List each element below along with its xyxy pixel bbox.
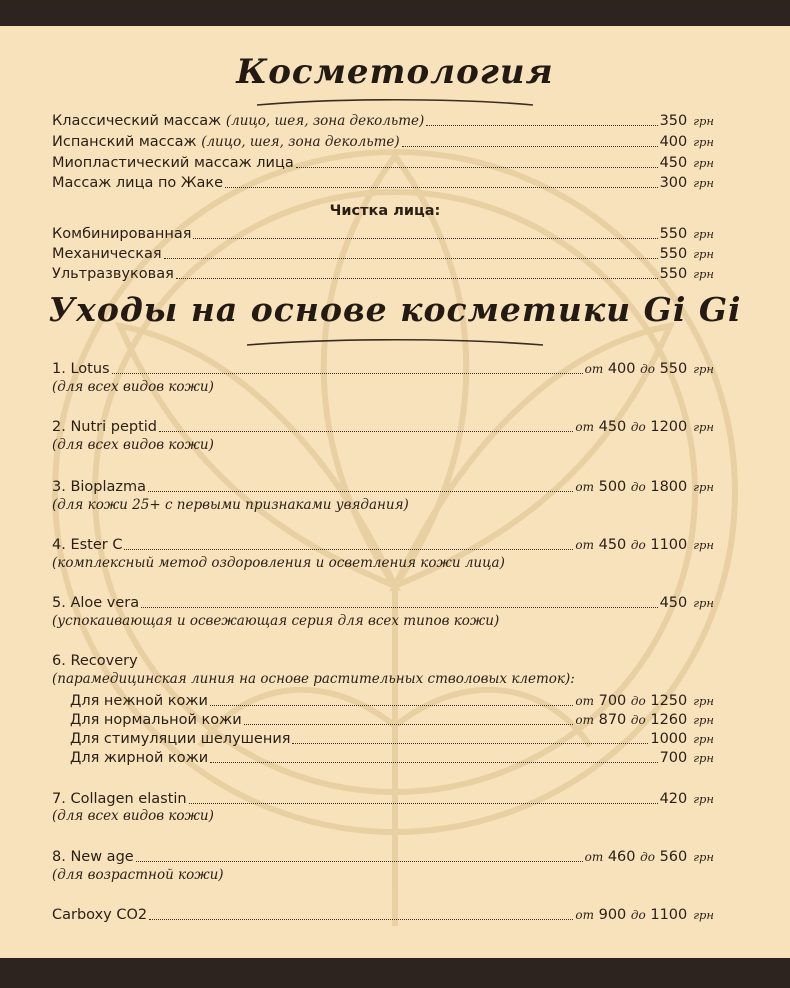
service-row: [52, 534, 714, 554]
service-note: (для всех видов кожи): [52, 379, 214, 395]
service-row: [52, 476, 714, 496]
service-subrow: [70, 747, 714, 767]
service-note: (для всех видов кожи): [52, 808, 214, 824]
leader-dots: [136, 860, 583, 862]
service-name: 5. Aloe vera: [52, 595, 140, 611]
service-subrow: [70, 709, 714, 729]
gigi-title: Уходы на основе косметики Gi Gi: [48, 290, 742, 329]
service-price: 550 грн: [659, 246, 714, 262]
service-row: [52, 904, 714, 924]
service-name: Механическая: [52, 246, 162, 262]
service-subrow: [70, 690, 714, 710]
service-row: [52, 131, 714, 151]
service-note: (для кожи 25+ с первыми признаками увядания): [52, 497, 409, 513]
service-row: [52, 788, 714, 808]
service-price: 300 грн: [659, 175, 714, 191]
service-row: [52, 243, 714, 263]
service-price: 1000 грн: [650, 731, 714, 747]
cosmetology-title: Косметология: [236, 52, 554, 92]
service-row: [52, 592, 714, 612]
service-note: (для всех видов кожи): [52, 437, 214, 453]
service-price: от 400 до 550 грн: [584, 361, 714, 377]
service-name: Ультразвуковая: [52, 266, 174, 282]
service-name: 2. Nutri peptid: [52, 419, 158, 435]
service-row: [52, 358, 714, 378]
title-swash: [255, 96, 535, 110]
leader-dots: [244, 723, 574, 725]
service-price: от 460 до 560 грн: [584, 849, 714, 865]
leader-dots: [210, 761, 657, 763]
service-name: 4. Ester C: [52, 537, 123, 553]
service-name: Массаж лица по Жаке: [52, 175, 224, 191]
service-row: [52, 846, 714, 866]
service-price: 350 грн: [659, 113, 714, 129]
service-row: [52, 223, 714, 243]
leader-dots: [149, 918, 573, 920]
service-row: [52, 172, 714, 192]
service-row: [52, 416, 714, 436]
service-price: от 450 до 1100 грн: [575, 537, 714, 553]
service-price: от 870 до 1260 грн: [575, 712, 714, 728]
service-note: (парамедицинская линия на основе растительных стволовых клеток):: [52, 671, 575, 687]
service-row: [52, 650, 714, 670]
leader-dots: [141, 606, 657, 608]
service-name: Миопластический массаж лица: [52, 155, 294, 171]
service-name: Испанский массаж (лицо, шея, зона декольте): [52, 134, 400, 150]
title-swash: [245, 336, 545, 350]
leader-dots: [148, 490, 573, 492]
service-note: (комплексный метод оздоровления и осветления кожи лица): [52, 555, 505, 571]
leader-dots: [193, 237, 657, 239]
service-price: 450 грн: [659, 155, 714, 171]
leader-dots: [210, 704, 573, 706]
service-name: Для стимуляции шелушения: [70, 731, 291, 747]
leader-dots: [124, 548, 573, 550]
service-name: Carboxy CO2: [52, 907, 148, 923]
service-price: 400 грн: [659, 134, 714, 150]
service-price: от 700 до 1250 грн: [575, 693, 714, 709]
leader-dots: [112, 372, 583, 374]
leader-dots: [296, 166, 658, 168]
leader-dots: [426, 124, 657, 126]
service-price: от 450 до 1200 грн: [575, 419, 714, 435]
leader-dots: [225, 186, 657, 188]
leader-dots: [189, 802, 658, 804]
service-price: от 900 до 1100 грн: [575, 907, 714, 923]
service-name: 7. Collagen elastin: [52, 791, 187, 807]
service-row: [52, 263, 714, 283]
service-name: Комбинированная: [52, 226, 192, 242]
service-price: 420 грн: [659, 791, 714, 807]
service-row: [52, 152, 714, 172]
leader-dots: [164, 257, 658, 259]
service-price: 450 грн: [659, 595, 714, 611]
service-name: 6. Recovery: [52, 653, 138, 669]
leader-dots: [159, 430, 573, 432]
service-row: [52, 110, 714, 130]
service-note: (успокаивающая и освежающая серия для всех типов кожи): [52, 613, 500, 629]
service-name: Классический массаж (лицо, шея, зона декольте): [52, 113, 425, 129]
leader-dots: [292, 742, 648, 744]
service-price: 550 грн: [659, 226, 714, 242]
service-price: от 500 до 1800 грн: [575, 479, 714, 495]
service-name: Для нормальной кожи: [70, 712, 242, 728]
leader-dots: [176, 277, 658, 279]
service-note: (для возрастной кожи): [52, 867, 224, 883]
service-price: 700 грн: [659, 750, 714, 766]
service-name: 1. Lotus: [52, 361, 110, 377]
service-name: Для нежной кожи: [70, 693, 208, 709]
cleaning-heading: Чистка лица:: [329, 203, 441, 219]
service-subrow: [70, 728, 714, 748]
service-name: Для жирной кожи: [70, 750, 209, 766]
service-price: 550 грн: [659, 266, 714, 282]
bottom-band: [0, 958, 790, 988]
service-name: 8. New age: [52, 849, 134, 865]
service-name: 3. Bioplazma: [52, 479, 147, 495]
leader-dots: [402, 145, 658, 147]
